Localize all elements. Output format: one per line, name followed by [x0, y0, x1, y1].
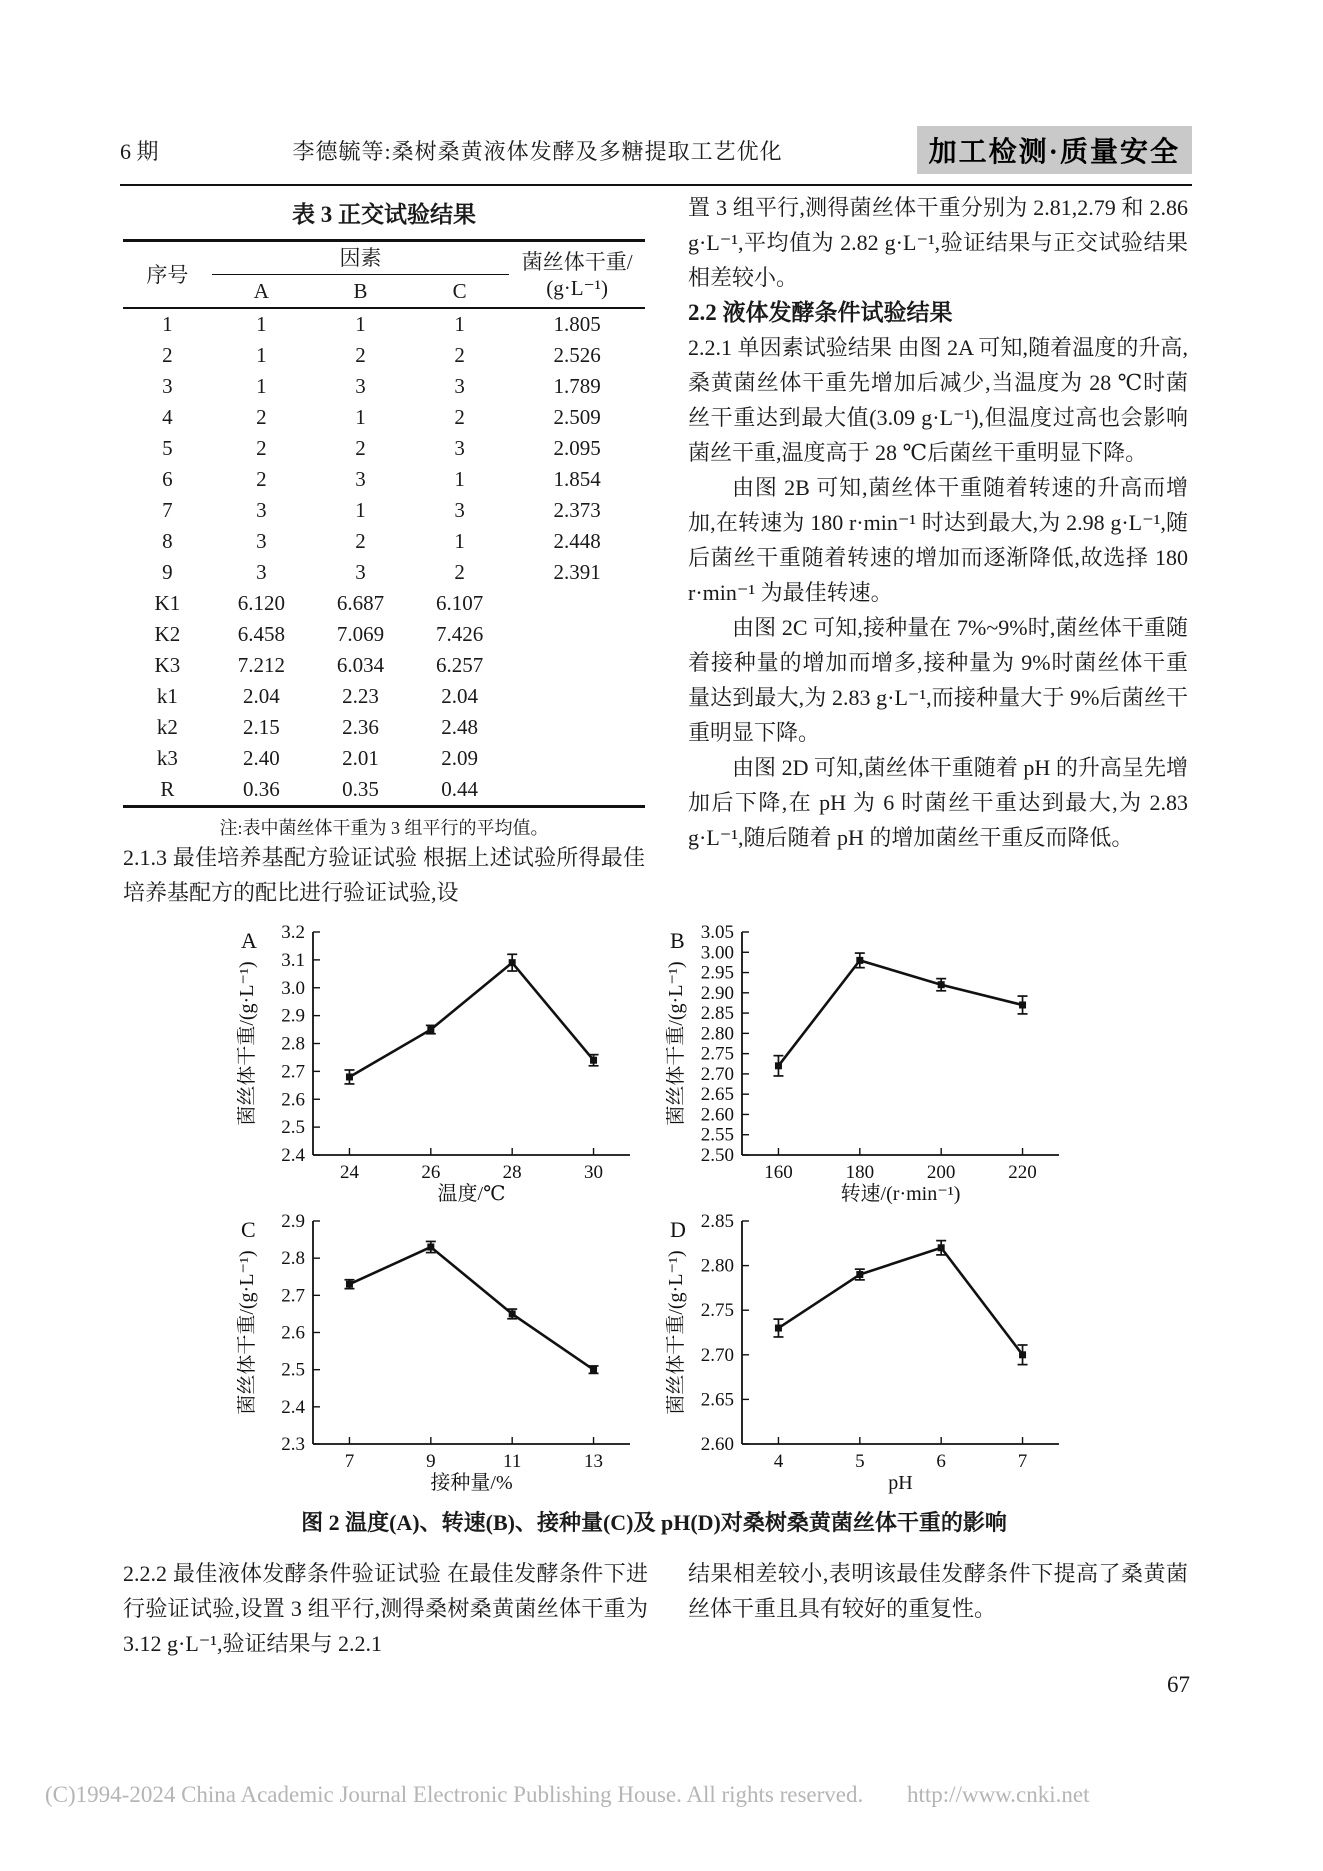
- figure-2: [237, 920, 1071, 1537]
- svg-text:温度/℃: 温度/℃: [437, 1183, 506, 1205]
- svg-text:2.9: 2.9: [281, 1211, 305, 1232]
- svg-text:5: 5: [855, 1451, 865, 1472]
- svg-text:2.90: 2.90: [700, 982, 734, 1004]
- svg-text:180: 180: [845, 1162, 875, 1183]
- issue-number: 6 期: [120, 138, 159, 164]
- paragraph-figure-2d: 由图 2D 可知,菌丝体干重随着 pH 的升高呈先增加后下降,在 pH 为 6 时菌丝干重达到最大,为 2.83 g·L⁻¹,随后随着 pH 的增加菌丝干重反而降低。: [688, 755, 1188, 850]
- table-row: K3 7.212 6.034 6.257: [154, 653, 484, 677]
- chart-rotation-speed: [666, 920, 1071, 1205]
- svg-text:2.6: 2.6: [281, 1322, 305, 1344]
- svg-text:160: 160: [764, 1162, 793, 1183]
- paragraph-validation-result: 置 3 组平行,测得菌丝体干重分别为 2.81,2.79 和 2.86 g·L⁻¹,平均值为 2.82 g·L⁻¹,验证结果与正交试验结果相差较小。: [688, 195, 1188, 290]
- svg-text:220: 220: [1008, 1162, 1037, 1183]
- svg-text:28: 28: [502, 1162, 522, 1183]
- page-number: 67: [1167, 1672, 1190, 1697]
- svg-text:2.4: 2.4: [281, 1145, 305, 1166]
- svg-text:2.7: 2.7: [281, 1285, 305, 1307]
- svg-text:2.65: 2.65: [700, 1389, 734, 1411]
- bottom-right-column: [688, 1556, 1188, 1626]
- line-chart-B: [666, 920, 1071, 1205]
- paragraph-figure-2c: 由图 2C 可知,接种量在 7%~9%时,菌丝体干重随着接种量的增加而增多,接种量为 9%时菌丝体干重量达到最大,为 2.83 g·L⁻¹,而接种量大于 9%后菌丝干重明显下降。: [688, 615, 1188, 745]
- line-chart-D: [666, 1209, 1071, 1494]
- svg-text:3.2: 3.2: [281, 922, 305, 943]
- svg-text:2.70: 2.70: [700, 1344, 734, 1366]
- col-header-factor-a: A: [253, 279, 269, 303]
- svg-text:2.5: 2.5: [281, 1117, 305, 1139]
- svg-text:2.8: 2.8: [281, 1033, 305, 1055]
- table-row: 3 1 3 3 1.789: [162, 374, 601, 398]
- col-header-seq: 序号: [146, 262, 189, 287]
- svg-text:2.60: 2.60: [700, 1434, 734, 1455]
- svg-text:2.6: 2.6: [281, 1089, 305, 1111]
- svg-text:pH: pH: [888, 1472, 913, 1494]
- svg-text:11: 11: [503, 1451, 522, 1472]
- chart-inoculation-amount: [237, 1209, 642, 1494]
- left-column: [123, 188, 645, 910]
- section-badge: 加工检测·质量安全: [917, 126, 1192, 174]
- table-3-header: [123, 241, 645, 309]
- col-header-factor-b: B: [353, 279, 368, 303]
- heading-2-2: 2.2 液体发酵条件试验结果: [688, 300, 953, 325]
- right-column: [688, 190, 1188, 855]
- svg-text:3.05: 3.05: [700, 922, 734, 943]
- table-row: k2 2.15 2.36 2.48: [156, 715, 479, 739]
- svg-text:2.80: 2.80: [700, 1023, 734, 1045]
- svg-text:9: 9: [426, 1451, 436, 1472]
- svg-text:2.8: 2.8: [281, 1248, 305, 1270]
- paragraph-2-1-3: 2.1.3 最佳培养基配方验证试验 根据上述试验所得最佳培养基配方的配比进行验证试验,设: [123, 845, 645, 905]
- table-row: K2 6.458 7.069 7.426: [154, 622, 484, 646]
- table-row: k1 2.04 2.23 2.04: [156, 684, 479, 708]
- table-3: [123, 239, 645, 808]
- table-row: 4 2 1 2 2.509: [162, 405, 601, 429]
- table-row: R 0.36 0.35 0.44: [160, 777, 479, 801]
- svg-text:B: B: [670, 928, 685, 953]
- svg-text:200: 200: [926, 1162, 956, 1183]
- line-chart-C: [237, 1209, 642, 1494]
- svg-text:7: 7: [344, 1451, 355, 1472]
- svg-text:2.50: 2.50: [700, 1145, 734, 1166]
- svg-text:菌丝体干重/(g·L⁻¹): 菌丝体干重/(g·L⁻¹): [666, 1250, 687, 1415]
- svg-text:3.1: 3.1: [281, 949, 305, 971]
- svg-text:A: A: [241, 928, 257, 953]
- table-row: 9 3 3 2 2.391: [162, 560, 601, 584]
- col-header-weight: 菌丝体干重/ (g·L⁻¹): [521, 249, 633, 300]
- svg-text:菌丝体干重/(g·L⁻¹): 菌丝体干重/(g·L⁻¹): [237, 961, 258, 1126]
- line-chart-A: [237, 920, 642, 1205]
- svg-text:3.0: 3.0: [281, 977, 305, 999]
- svg-text:2.7: 2.7: [281, 1061, 305, 1083]
- page-footer: [45, 1782, 1285, 1808]
- paragraph-2-2-2: 2.2.2 最佳液体发酵条件验证试验 在最佳发酵条件下进行验证试验,设置 3 组平行,测得桑树桑黄菌丝体干重为 3.12 g·L⁻¹,验证结果与 2.2.1: [123, 1561, 648, 1656]
- svg-text:2.85: 2.85: [700, 1003, 734, 1025]
- running-title: 李德毓等:桑树桑黄液体发酵及多糖提取工艺优化: [292, 138, 783, 164]
- chart-temperature: [237, 920, 642, 1205]
- svg-text:24: 24: [339, 1162, 359, 1183]
- table-3-body: [123, 308, 645, 807]
- paragraph-figure-2b: 由图 2B 可知,菌丝体干重随着转速的升高而增加,在转速为 180 r·min⁻¹ 时达到最大,为 2.98 g·L⁻¹,随后菌丝干重随着转速的增加而逐渐降低,故选择 180 r·min⁻¹ 为最佳转速。: [688, 475, 1188, 605]
- chart-ph: [666, 1209, 1071, 1494]
- paragraph-2-2-2-cont: 结果相差较小,表明该最佳发酵条件下提高了桑黄菌丝体干重且具有较好的重复性。: [688, 1561, 1188, 1621]
- svg-text:30: 30: [584, 1162, 604, 1183]
- svg-text:7: 7: [1017, 1451, 1028, 1472]
- svg-text:2.5: 2.5: [281, 1359, 305, 1381]
- svg-text:2.85: 2.85: [700, 1211, 734, 1232]
- svg-text:D: D: [670, 1217, 686, 1242]
- page-header: [120, 116, 1192, 186]
- svg-text:C: C: [241, 1217, 256, 1242]
- paragraph-2-2-1: 2.2.1 单因素试验结果 由图 2A 可知,随着温度的升高,桑黄菌丝体干重先增加后减少,当温度为 28 ℃时菌丝干重达到最大值(3.09 g·L⁻¹),但温度过高也会影响菌丝干重,温度高于 28 ℃后菌丝干重明显下降。: [688, 335, 1188, 465]
- table-row: 1 1 1 1 1.805: [162, 312, 601, 336]
- svg-text:2.80: 2.80: [700, 1255, 734, 1277]
- svg-text:2.3: 2.3: [281, 1434, 305, 1455]
- svg-text:2.60: 2.60: [700, 1104, 734, 1126]
- figure-2-caption: 图 2 温度(A)、转速(B)、接种量(C)及 pH(D)对桑树桑黄菌丝体干重的影响: [301, 1510, 1007, 1535]
- table-row: 5 2 2 3 2.095: [162, 436, 601, 460]
- table-3-title: 表 3 正交试验结果: [292, 202, 476, 227]
- footer-url: http://www.cnki.net: [907, 1782, 1090, 1807]
- svg-text:3.00: 3.00: [700, 942, 734, 964]
- svg-text:4: 4: [773, 1451, 784, 1472]
- footer-copyright: (C)1994-2024 China Academic Journal Electronic Publishing House. All rights reserved.: [45, 1782, 864, 1807]
- svg-text:菌丝体干重/(g·L⁻¹): 菌丝体干重/(g·L⁻¹): [237, 1250, 258, 1415]
- svg-text:转速/(r·min⁻¹): 转速/(r·min⁻¹): [840, 1183, 961, 1205]
- svg-text:2.65: 2.65: [700, 1084, 734, 1106]
- svg-text:2.70: 2.70: [700, 1063, 734, 1085]
- col-header-factor-c: C: [452, 279, 467, 303]
- col-header-factor: 因素: [212, 241, 510, 275]
- svg-text:6: 6: [936, 1451, 946, 1472]
- svg-text:2.9: 2.9: [281, 1005, 305, 1027]
- svg-text:2.55: 2.55: [700, 1124, 734, 1146]
- table-row: 8 3 2 1 2.448: [162, 529, 601, 553]
- table-3-note: 注:表中菌丝体干重为 3 组平行的平均值。: [219, 818, 549, 838]
- figure-2-grid: [237, 920, 1071, 1494]
- svg-text:接种量/%: 接种量/%: [430, 1472, 513, 1494]
- svg-text:2.95: 2.95: [700, 962, 734, 984]
- svg-text:26: 26: [421, 1162, 441, 1183]
- svg-text:2.75: 2.75: [700, 1300, 734, 1322]
- svg-text:菌丝体干重/(g·L⁻¹): 菌丝体干重/(g·L⁻¹): [666, 961, 687, 1126]
- table-row: k3 2.40 2.01 2.09: [156, 746, 479, 770]
- table-row: 2 1 2 2 2.526: [162, 343, 601, 367]
- svg-text:2.75: 2.75: [700, 1043, 734, 1065]
- bottom-left-column: [123, 1556, 648, 1661]
- svg-text:13: 13: [584, 1451, 604, 1472]
- table-row: 6 2 3 1 1.854: [162, 467, 601, 491]
- svg-text:2.4: 2.4: [281, 1396, 305, 1418]
- table-row: 7 3 1 3 2.373: [162, 498, 601, 522]
- table-row: K1 6.120 6.687 6.107: [154, 591, 484, 615]
